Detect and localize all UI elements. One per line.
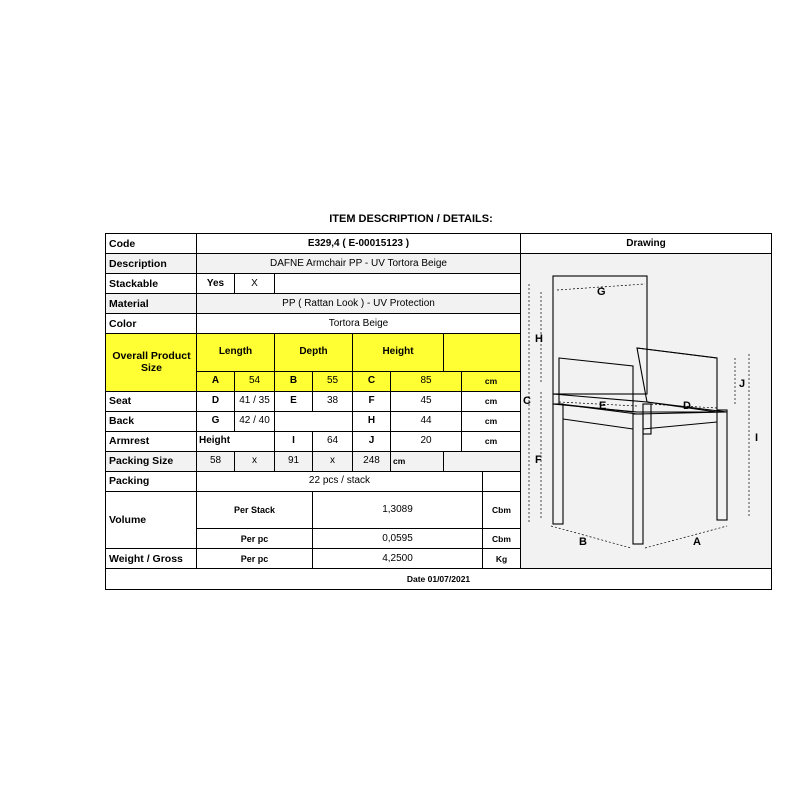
armrest-j-value: 20 bbox=[391, 431, 462, 451]
drawing-label-j: J bbox=[739, 378, 746, 390]
chair-leg-front-left bbox=[553, 404, 563, 524]
material-value: PP ( Rattan Look ) - UV Protection bbox=[197, 294, 521, 314]
packing-size-v2: 91 bbox=[275, 451, 313, 471]
back-h-value: 44 bbox=[391, 411, 462, 431]
overall-label: Overall Product Size bbox=[106, 334, 197, 392]
stackable-empty bbox=[275, 274, 521, 294]
description-label: Description bbox=[106, 254, 197, 274]
seat-f-value: 45 bbox=[391, 391, 462, 411]
weight-value: 4,2500 bbox=[313, 549, 483, 569]
overall-b-letter: B bbox=[275, 371, 313, 391]
overall-b-value: 55 bbox=[313, 371, 353, 391]
packing-size-x2: x bbox=[313, 451, 353, 471]
overall-a-value: 54 bbox=[235, 371, 275, 391]
armrest-i-letter: I bbox=[275, 431, 313, 451]
weight-label: Weight / Gross bbox=[106, 549, 197, 569]
chair-leg-back-right bbox=[717, 410, 727, 520]
volume-per-pc-value: 0,0595 bbox=[313, 529, 483, 549]
volume-stack-unit: Cbm bbox=[483, 491, 521, 529]
seat-e-value: 38 bbox=[313, 391, 353, 411]
volume-per-stack-label: Per Stack bbox=[197, 491, 313, 529]
packing-size-x1: x bbox=[235, 451, 275, 471]
armrest-j-letter: J bbox=[353, 431, 391, 451]
material-label: Material bbox=[106, 294, 197, 314]
packing-size-v3: 248 bbox=[353, 451, 391, 471]
packing-value: 22 pcs / stack bbox=[197, 471, 483, 491]
packing-size-unit: cm bbox=[391, 451, 444, 471]
code-value: E329,4 ( E-00015123 ) bbox=[197, 234, 521, 254]
overall-c-letter: C bbox=[353, 371, 391, 391]
seat-d-letter: D bbox=[197, 391, 235, 411]
stackable-yes: Yes bbox=[197, 274, 235, 294]
length-header: Length bbox=[197, 334, 275, 372]
sheet-title: ITEM DESCRIPTION / DETAILS: bbox=[329, 213, 493, 225]
stackable-label: Stackable bbox=[106, 274, 197, 294]
weight-unit: Kg bbox=[483, 549, 521, 569]
code-label: Code bbox=[106, 234, 197, 254]
drawing-label-b: B bbox=[579, 536, 587, 548]
seat-f-letter: F bbox=[353, 391, 391, 411]
armrest-label: Armrest bbox=[106, 431, 197, 451]
seat-unit: cm bbox=[462, 391, 521, 411]
spec-table bbox=[105, 233, 772, 590]
chair-leg-back-left bbox=[643, 404, 651, 434]
back-unit: cm bbox=[462, 411, 521, 431]
overall-unit: cm bbox=[462, 371, 521, 391]
date-cell: Date 01/07/2021 bbox=[106, 569, 772, 590]
back-g-letter: G bbox=[197, 411, 235, 431]
depth-header: Depth bbox=[275, 334, 353, 372]
color-value: Tortora Beige bbox=[197, 314, 521, 334]
row-code bbox=[106, 234, 772, 254]
stackable-mark: X bbox=[235, 274, 275, 294]
chair-leg-front-right bbox=[633, 414, 643, 544]
overall-c-value: 85 bbox=[391, 371, 462, 391]
overall-a-letter: A bbox=[197, 371, 235, 391]
armrest-unit: cm bbox=[462, 431, 521, 451]
seat-label: Seat bbox=[106, 391, 197, 411]
color-label: Color bbox=[106, 314, 197, 334]
armrest-i-value: 64 bbox=[313, 431, 353, 451]
back-label: Back bbox=[106, 411, 197, 431]
back-g-value: 42 / 40 bbox=[235, 411, 275, 431]
description-value: DAFNE Armchair PP - UV Tortora Beige bbox=[197, 254, 521, 274]
back-empty bbox=[275, 411, 353, 431]
drawing-label-f: F bbox=[535, 454, 542, 466]
back-h-letter: H bbox=[353, 411, 391, 431]
seat-d-value: 41 / 35 bbox=[235, 391, 275, 411]
drawing-label-h: H bbox=[535, 333, 543, 345]
row-description bbox=[106, 254, 772, 274]
volume-per-stack-value: 1,3089 bbox=[313, 491, 483, 529]
armrest-height: Height bbox=[197, 431, 275, 451]
row-date bbox=[106, 569, 772, 590]
drawing-header: Drawing bbox=[521, 234, 772, 254]
weight-per-pc-label: Per pc bbox=[197, 549, 313, 569]
packing-size-empty bbox=[444, 451, 521, 471]
drawing-label-d: D bbox=[683, 400, 691, 412]
drawing-label-i: I bbox=[755, 432, 759, 444]
seat-e-letter: E bbox=[275, 391, 313, 411]
drawing-label-a: A bbox=[693, 536, 701, 548]
chair-drawing bbox=[521, 254, 771, 564]
overall-header-empty bbox=[444, 334, 521, 372]
packing-empty bbox=[483, 471, 521, 491]
drawing-label-c: C bbox=[523, 395, 531, 407]
drawing-cell bbox=[521, 254, 772, 569]
packing-label: Packing bbox=[106, 471, 197, 491]
volume-pc-unit: Cbm bbox=[483, 529, 521, 549]
drawing-label-g: G bbox=[597, 286, 606, 298]
packing-size-label: Packing Size bbox=[106, 451, 197, 471]
volume-per-pc-label: Per pc bbox=[197, 529, 313, 549]
height-header: Height bbox=[353, 334, 444, 372]
packing-size-v1: 58 bbox=[197, 451, 235, 471]
drawing-label-e: E bbox=[599, 400, 607, 412]
volume-label: Volume bbox=[106, 491, 197, 549]
